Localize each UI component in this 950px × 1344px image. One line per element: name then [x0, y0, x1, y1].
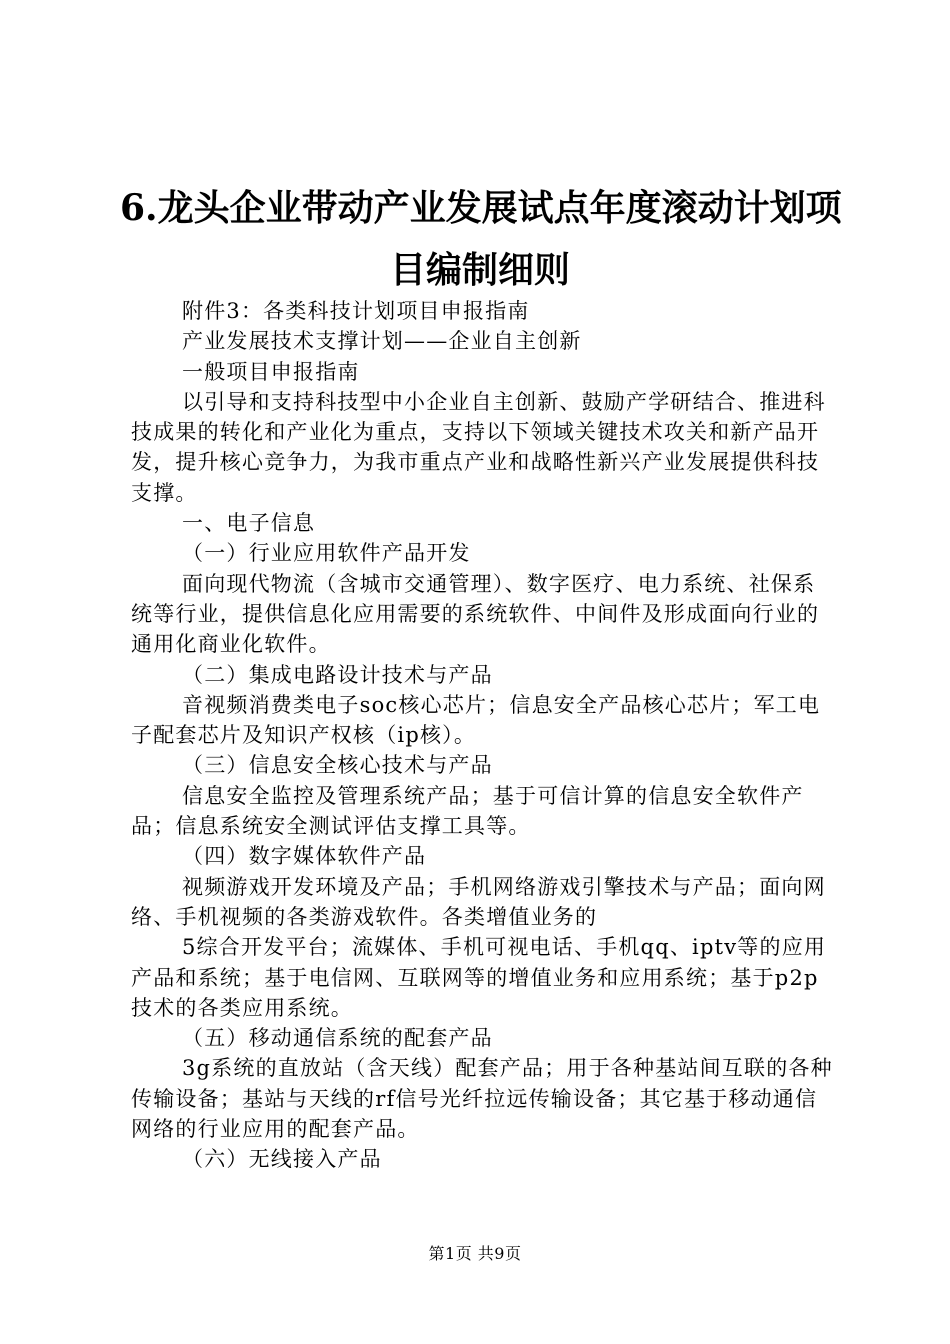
plan-heading: 产业发展技术支撑计划——企业自主创新: [182, 329, 582, 354]
subsection-heading-3: （三）信息安全核心技术与产品: [182, 753, 493, 778]
attachment-heading: 附件3：各类科技计划项目申报指南: [182, 299, 530, 323]
subsection-paragraph-4b: 5综合开发平台；流媒体、手机可视电话、手机qq、iptv等的应用产品和系统；基于电信网、互联网等的增值业务和应用系统；基于p2p技术的各类应用系统。: [131, 935, 827, 1020]
subsection-heading-4: （四）数字媒体软件产品: [182, 844, 427, 869]
subsection-paragraph-5: 3g系统的直放站（含天线）配套产品；用于各种基站间互联的各种传输设备；基站与天线的rf信号光纤拉远传输设备；其它基于移动通信网络的行业应用的配套产品。: [131, 1056, 833, 1142]
subsection-heading-6: （六）无线接入产品: [182, 1147, 382, 1172]
document-body: [131, 296, 835, 1175]
subsection-paragraph-4a: 视频游戏开发环境及产品；手机网络游戏引擎技术与产品；面向网络、手机视频的各类游戏软件。各类增值业务的: [131, 874, 826, 929]
subsection-paragraph-1: 面向现代物流（含城市交通管理）、数字医疗、电力系统、社保系统等行业，提供信息化应用需要的系统软件、中间件及形成面向行业的通用化商业化软件。: [131, 571, 820, 657]
subsection-paragraph-3: 信息安全监控及管理系统产品；基于可信计算的信息安全软件产品；信息系统安全测试评估支撑工具等。: [131, 783, 804, 839]
document-title-line-2: 目编制细则: [389, 249, 570, 291]
document-title-line-1: 6.龙头企业带动产业发展试点年度滚动计划项: [120, 187, 842, 229]
subsection-heading-5: （五）移动通信系统的配套产品: [182, 1026, 493, 1051]
subsection-paragraph-2: 音视频消费类电子soc核心芯片；信息安全产品核心芯片；军工电子配套芯片及知识产权核（ip核）。: [131, 692, 821, 748]
guide-heading: 一般项目申报指南: [182, 359, 360, 384]
subsection-heading-1: （一）行业应用软件产品开发: [182, 541, 471, 566]
page-footer: 第1页 共9页: [428, 1244, 522, 1263]
section-heading-electronics: 一、电子信息: [182, 511, 316, 536]
subsection-heading-2: （二）集成电路设计技术与产品: [182, 662, 493, 687]
intro-paragraph: 以引导和支持科技型中小企业自主创新、鼓励产学研结合、推进科技成果的转化和产业化为重点，支持以下领域关键技术攻关和新产品开发，提升核心竞争力，为我市重点产业和战略性新兴产业发展提供科技支撑。: [131, 389, 826, 505]
